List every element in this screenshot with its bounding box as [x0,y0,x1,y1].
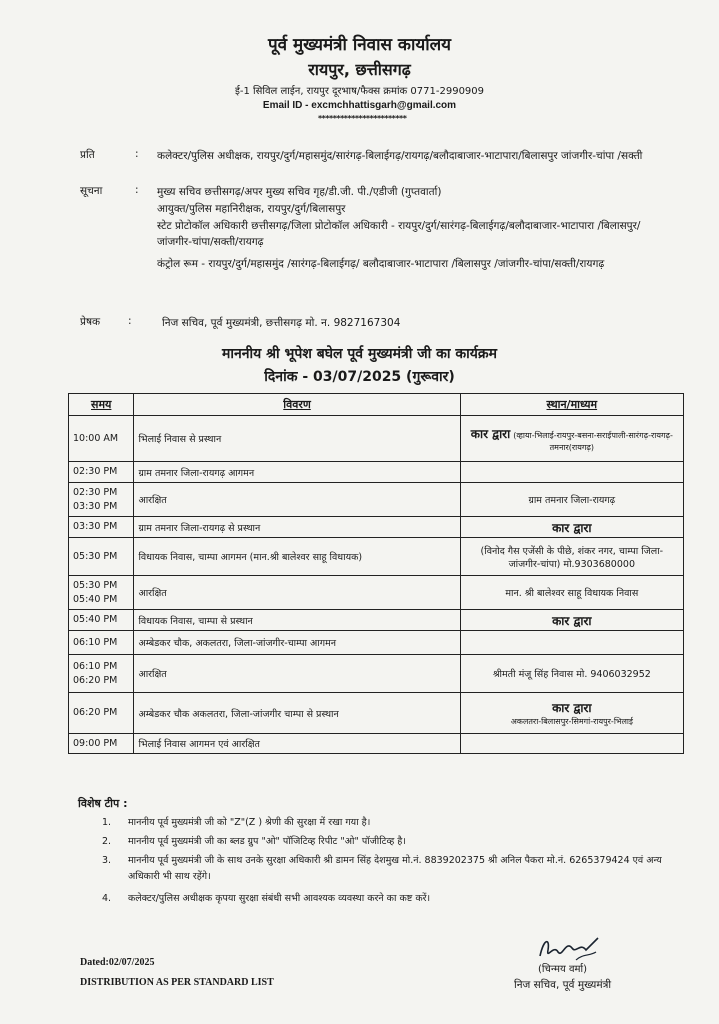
desc-cell: आरक्षित [134,655,460,693]
soochna-line: मुख्य सचिव छत्तीसगढ़/अपर मुख्य सचिव गृह/डी.जी. पी./एडीजी (गुप्तवार्ता) [157,186,442,198]
time-start: 02:30 PM [73,486,118,498]
table-row [69,631,684,655]
header-location: स्थान/माध्यम [460,394,683,416]
header-description: विवरण [134,394,460,416]
program-date: दिनांक - 03/07/2025 (गुरूवार) [264,369,455,385]
time-start: 05:40 PM [73,614,118,625]
location-sub: (व्हाया-भिलाई-रायपुर-बसना-सराईपाली-सारंगढ़-रायगढ़-तमनार(रायगढ़) [513,430,673,452]
location-main: कार द्वारा [552,520,592,535]
time-cell [69,416,134,462]
desc-cell: विधायक निवास, चाम्पा आगमन (मान.श्री बालेश्वर साहू विधायक) [134,538,460,576]
table-row [69,610,684,631]
preshak-text: निज सचिव, पूर्व मुख्यमंत्री, छत्तीसगढ़ मो. न. 9827167304 [162,317,401,329]
table-row [69,517,684,538]
time-end: 05:40 PM [73,593,118,605]
colon: : [128,315,132,327]
time-start: 05:30 PM [73,579,118,591]
location-cell [460,610,683,631]
note-number: 4. [102,893,112,904]
note-text: माननीय पूर्व मुख्यमंत्री जी का ब्लड ग्रुप "ओ" पॉजिटिव्ह रिपीट "ओ" पॉजीटिव्ह है। [128,836,406,847]
location-cell [460,631,683,655]
time-cell [69,517,134,538]
desc-cell: ग्राम तमनार जिला-रायगढ़ आगमन [134,462,460,483]
desc-cell: अम्बेडकर चौक अकलतरा, जिला-जांजगीर चाम्पा से प्रस्थान [134,693,460,734]
time-cell [69,693,134,734]
prati-text: कलेक्टर/पुलिस अधीक्षक, रायपुर/दुर्ग/महासमुंद/सारंगढ़-बिलाईगढ़/रायगढ़/बलौदाबाजार-भाटापारा/बिलासपुर जांजगीर-चांपा /सक्ती [157,150,643,162]
table-row [69,734,684,754]
table-row [69,693,684,734]
colon: : [135,148,139,160]
signatory-name: (चिन्मय वर्मा) [538,964,588,975]
location-cell: मान. श्री बालेश्वर साहू विधायक निवास [460,576,683,610]
location-cell [460,416,683,462]
location-main: कार द्वारा [552,613,592,628]
time-cell [69,655,134,693]
time-cell [69,576,134,610]
desc-cell: आरक्षित [134,576,460,610]
time-cell [69,483,134,517]
time-cell [69,631,134,655]
soochna-line: कंट्रोल रूम - रायपुर/दुर्ग/महासमुंद /सारंगढ़-बिलाईगढ़/ बलौदाबाजार-भाटापारा /बिलासपुर /जांजगीर-चांपा/सक्ती/रायगढ़ [157,258,605,270]
time-cell [69,538,134,576]
location-cell [460,517,683,538]
time-start: 10:00 AM [73,432,119,444]
note-number: 2. [102,836,112,847]
header-time: समय [69,394,134,416]
office-title: पूर्व मुख्यमंत्री निवास कार्यालय [267,35,452,55]
signatory-designation: निज सचिव, पूर्व मुख्यमंत्री [514,979,612,991]
location-main: कार द्वारा [470,426,511,441]
location-cell: श्रीमती मंजू सिंह निवास मो. 9406032952 [460,655,683,693]
location-cell [460,462,683,483]
desc-cell: भिलाई निवास आगमन एवं आरक्षित [134,734,460,754]
location-cell: (विनोद गैस एजेंसी के पीछे, शंकर नगर, चाम्पा जिला- जांजगीर-चांपा) मो.9303680000 [460,538,683,576]
distribution-line: DISTRIBUTION AS PER STANDARD LIST [80,977,274,988]
table-row [69,416,684,462]
time-start: 05:30 PM [73,550,118,562]
time-cell [69,734,134,754]
location-main: कार द्वारा [552,701,592,715]
table-row [69,483,684,517]
table-row [69,462,684,483]
time-start: 06:10 PM [73,636,118,648]
desc-cell: ग्राम तमनार जिला-रायगढ़ से प्रस्थान [134,517,460,538]
soochna-line: आयुक्त/पुलिस महानिरीक्षक, रायपुर/दुर्ग/बिलासपुर [157,203,346,215]
desc-cell: विधायक निवास, चाम्पा से प्रस्थान [134,610,460,631]
time-start: 09:00 PM [73,737,118,749]
desc-cell: अम्बेडकर चौक, अकलतरा, जिला-जांजगीर-चाम्पा आगमन [134,631,460,655]
location-cell: ग्राम तमनार जिला-रायगढ़ [460,483,683,517]
time-start: 03:30 PM [73,521,118,532]
dated-line: Dated:02/07/2025 [80,957,155,968]
location-cell [460,693,683,734]
preshak-label: प्रेषक [80,316,101,328]
notes-title: विशेष टीप : [78,797,128,810]
colon: : [135,184,139,196]
note-number: 3. [102,855,112,866]
location-sub: अकलतरा-बिलासपुर-सिमगां-रायपुर-भिलाई [510,717,633,726]
note-number: 1. [102,817,112,828]
table-header-row [69,394,684,416]
table-row [69,576,684,610]
note-text: माननीय पूर्व मुख्यमंत्री जी के साथ उनके सुरक्षा अधिकारी श्री डामन सिंह देशमुख मो.नं. 8839202375 श्री अनिल पैकरा मो.नं. 6265379424 एवं अन्य अधिकारी भी साथ रहेंगे। [128,855,662,882]
office-address: ई-1 सिविल लाईन, रायपुर दूरभाष/फैक्स क्रमांक 0771-2990909 [234,86,485,97]
office-email: Email ID - excmchhattisgarh@gmail.com [262,100,457,111]
time-start: 02:30 PM [73,466,118,477]
time-cell [69,610,134,631]
office-city: रायपुर, छत्तीसगढ़ [308,60,411,79]
table-row [69,655,684,693]
note-text: माननीय पूर्व मुख्यमंत्री जी को "Z"(Z ) श्रेणी की सुरक्षा में रखा गया है। [128,817,371,828]
star-divider: ************************ [318,114,407,123]
note-text: कलेक्टर/पुलिस अधीक्षक कृपया सुरक्षा संबंधी सभी आवश्यक व्यवस्था करने का कष्ट करें। [128,893,431,904]
schedule-table [68,393,684,754]
time-cell [69,462,134,483]
location-cell [460,734,683,754]
time-end: 03:30 PM [73,500,118,512]
time-start: 06:20 PM [73,707,118,718]
time-start: 06:10 PM [73,660,118,672]
table-row [69,538,684,576]
soochna-label: सूचना [80,185,103,197]
desc-cell: आरक्षित [134,483,460,517]
time-end: 06:20 PM [73,674,118,686]
soochna-line: स्टेट प्रोटोकॉल अधिकारी छत्तीसगढ़/जिला प्रोटोकॉल अधिकारी - रायपुर/दुर्ग/सारंगढ़-बिलाईगढ़/बलौदाबाजार-भाटापारा /बिलासपुर/ जांजगीर-चांपा/सक्ती/रायगढ़ [157,220,641,248]
program-title: माननीय श्री भूपेश बघेल पूर्व मुख्यमंत्री जी का कार्यक्रम [221,346,498,362]
desc-cell: भिलाई निवास से प्रस्थान [134,416,460,462]
prati-label: प्रति [80,149,95,161]
